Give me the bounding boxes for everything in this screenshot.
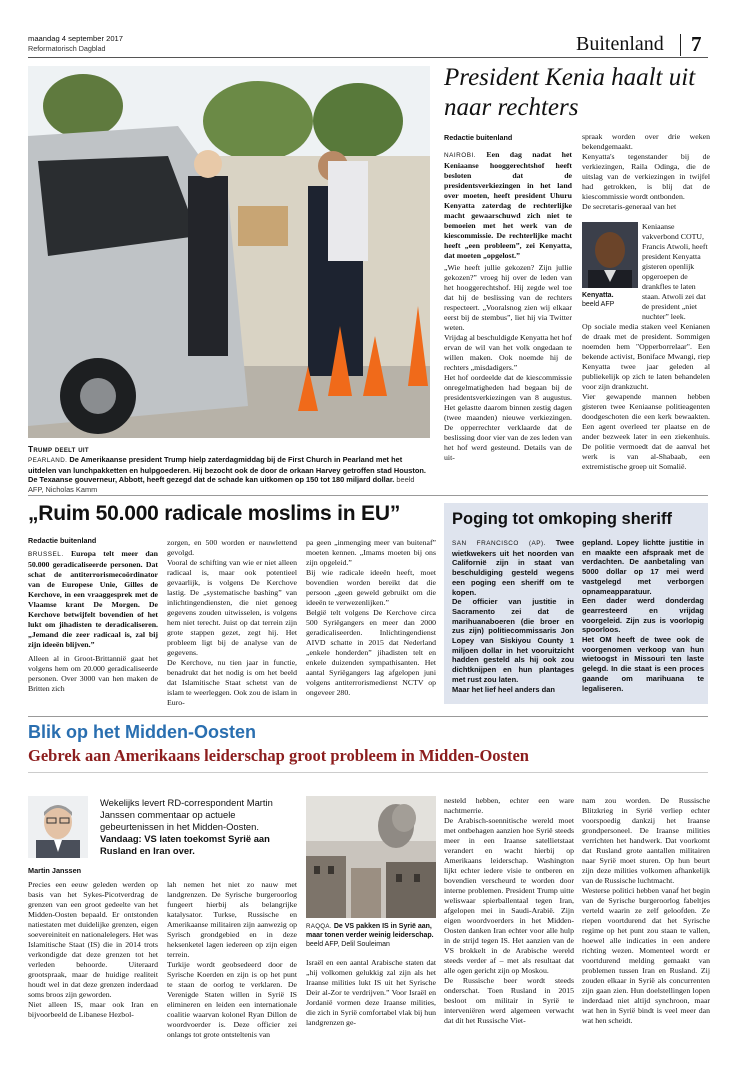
mo-kicker: Blik op het Midden-Oosten <box>28 722 256 742</box>
janssen-photo <box>28 796 88 858</box>
mo-intro <box>100 797 300 857</box>
trump-caption <box>28 455 430 494</box>
kenia-headline: President Kenia haalt uit naar rechters <box>444 64 696 121</box>
moslims-lead: Europa telt meer dan 50.000 geradicaliseerde personen. Dat schat de antiterrorismecoördinator van de Europese Unie, Gilles de Kerchove, in een vraaggesprek met de Vlaamse krant De Morgen. De Kerchove betwijfelt bovendien of het lukt om jihadisten te deradicaliseren. „Jemand die zeer radicaal is, zal bij zijn ideeën blijven.” <box>28 549 158 649</box>
moslims-headline: „Ruim 50.000 radicale moslims in EU” <box>28 502 401 525</box>
section-title: Buitenland <box>576 33 664 55</box>
masthead-date: maandag 4 september 2017 <box>28 34 123 43</box>
trump-photo <box>28 66 430 438</box>
kenia-col2-wrap: Keniaanse vakverbond COTU, Francis Atwoli, heeft president Kenyatta gisteren openlijk opgeroepen de drankfles te laten staan. Atwoli zei dat de president „niet nuchter” leek. <box>642 222 708 321</box>
kenia-col2-top: spraak worden over drie weken bekendgemaakt. Kenyatta's tegenstander bij de verkiezingen, Raila Odinga, die de uitslag van de verkiezingen in twijfel had getrokken, is blij dat de kiescommissie wordt ontbonden. De secretaris-generaal van het <box>582 132 710 211</box>
kenyatta-photo-image <box>582 222 638 288</box>
raqqa-photo-image <box>306 796 436 918</box>
mo-col3: Israël en een aantal Arabische staten dat „hij volkomen gelukkig zal zijn als het Iraanse milities lukt IS uit het Syrische Deir al-Zor te verdrijven.” Voor Israël en Jordanië vormen deze Iraanse milities, die zich in Syrië comfortabel vlak bij hun landgrenzen ge- <box>306 958 436 1027</box>
kenyatta-caption-credit: beeld AFP <box>582 300 615 308</box>
kenia-col2-bottom: Op sociale media staken veel Kenianen de draak met de president. Sommigen noemden hem "Opperborrelaar". Een bekende activist, Boniface Mwangi, riep Kenyatta twee jaar geleden al publiekelijk op zich te laten behandelen voor zijn drankzucht. Vier gewapende mannen hebben gisteren twee Keniaanse politieagenten doodgeschoten die een kerk bewaakten. Een agent overleed ter plaatse en de ander bezweek later in een ziekenhuis. De politie vermoedt dat de aanval het werk is van al-Shabaab, een extremistische groep uit Somalië. <box>582 322 710 471</box>
moslims-place: BRUSSEL. <box>28 551 64 558</box>
moslims-byline: Redactie buitenland <box>28 536 97 545</box>
mo-col2: lah nemen het niet zo nauw met landgrenzen. De Syrische burgeroorlog fungeert hierbij als belangrijke katalysator. Turkse, Russische en Amerikaanse militairen zijn aanwezig op Syrisch grondgebied en in deze heksenketel lagen iedereen op zijn eigen terrein. Turkije wordt geobsedeerd door de Syrische Koerden en zijn is op het punt te staan de oorlog te verklaren. De Verenigde Staten willen in Syrië IS elimineren en leiden een internationale coalitie waarvan kolonel Ryan Dillon de woordvoerder is. Deze officier zei onlangs tot grote ontsteltenis van <box>167 880 297 1039</box>
page-number: 7 <box>691 32 702 56</box>
trump-caption-title: Trump deelt uit <box>28 444 89 454</box>
mo-intro-text: Wekelijks levert RD-correspondent Martin Janssen commentaar op actuele gebeurtenissen in het Midden-Oosten. <box>100 797 273 832</box>
trump-caption-credit: beeld AFP, Nicholas Kamm <box>28 475 415 494</box>
moslims-col1 <box>28 549 158 694</box>
rule-top-section <box>28 495 708 496</box>
sheriff-col1-text: Twee wietkwekers uit het noorden van Californië zijn in staat van beschuldiging gesteld wegens een poging een sheriff om te kopen. De officier van justitie in Sacramento zei dat de marihuanaboeren (die broer en zus zijn) politiecommissaris Jon Lopey van Siskiyou County 1 miljoen dollar in het vooruitzicht hadden gesteld als hij ook zou dichtknijpen en hun plantages met rust zou laten. Maar het lief heel anders dan <box>452 538 574 694</box>
sheriff-col1 <box>452 538 574 694</box>
mo-col1: Precies een eeuw geleden werden op basis van het Sykes-Picotverdrag de grenzen van een groot gedeelte van het Midden-Oosten bepaald. Er ontstonden natiestaten met duidelijke grenzen, eigen soevereiniteit en nationalelegers. Het was Islamitische Staat (IS) die in 2014 trots verkondigde dat deze grenzen tot het verleden behoorde. Uiteraard grootspraak, maar de huidige realiteit houdt wel in dat deze grenzen inderdaad soms broos zijn geworden. Niet alleen IS, maar ook Iran en bijvoorbeeld de Libanese Hezbol- <box>28 880 158 1019</box>
kenia-col1 <box>444 150 572 463</box>
kenia-lead: Een dag nadat het Keniaanse hooggerechtshof heeft besloten dat de presidentsverkiezingen in het land over moeten, heeft president Uhuru Kenyatta zaterdag de rechterlijke macht gewaarschuwd zich niet te bemoeien met het werk van de kiescommissie. De rechterlijke macht heeft „een probleem”, zei Kenyatta, dat moeten „opgelost.” <box>444 150 573 260</box>
mo-col5: nam zou worden. De Russische Blitzkrieg in Syrië verliep echter voorspoedig dankzij het Iraanse grondpersoneel. De Iraanse milities verrichten het handwerk. Dat voorkomt dat Rusland grote aantallen militairen naar Syrië moet sturen. Op hun beurt zijn deze milities volkomen afhankelijk van de Russische luchtmacht. Westerse politici hebben vanaf het begin van de Syrische burgeroorlog fabeltjes verteld waarin ze zelf geloofden. Ze riepen voortdurend dat het Syrische regime op het punt zou staan te vallen, hoewel alle indicaties in een andere richting wezen. Momenteel wordt er voortdurend melding gemaakt van problemen tussen Iran en Rusland. Zij zouden elkaar in Syrië als concurrenten zijn gaan zien. Hun doelstellingen lopen inderdaad niet altijd synchroon, maar wat hen in Syrië bindt is veel meer dan wat hen scheidt. <box>582 796 710 1025</box>
masthead-rule <box>28 57 708 58</box>
kenyatta-photo-caption <box>582 292 614 309</box>
mo-col4: nesteld hebben, echter een ware nachtmerrie. De Arabisch-soennitische wereld moet met ontbehagen aanzien hoe Syrië steeds meer in een Iraanse satellietstaat verandert en wacht hierbij op Amerikaans leiderschap. Washington lijkt echter iedere visie te ontberen en bovendien verscheurd te worden door interne problemen. President Trump uitte weliswaar spierballentaal tegen Iran, afgelopen mei in Saudi-Arabië. Zijn eigen woordvoerders in het Midden-Oosten danken Iran echter voor alle hulp in de strijd tegen IS. Het aanzien van de VS brokkelt in de Arabische wereld steeds verder af – met als resultaat dat alle ogen gericht zijn op Moskou. De Russische beer wordt steeds onderschat. Toen Rusland in 2015 besloot om militair in Syrië te interveniëren werd algemeen verwacht dat dit het Russische Viet- <box>444 796 574 1025</box>
trump-photo-image <box>28 66 430 438</box>
mo-intro-bold: Vandaag: VS laten toekomst Syrië aan Rusland en Iran over. <box>100 833 270 856</box>
mo-headline-rule <box>28 772 708 773</box>
moslims-col2: zorgen, en 500 worden er nauwlettend gevolgd. Vooral de schifting van wie er niet alleen radicaal is, maar ook potentieel gevaarlijk, is volgens De Kerchove lastig. De „systematische bashing” van inlichtingendiensten, die niet genoeg gegevens zouden uitwisselen, is volgens hem niet terecht. Juist op dat terrein zijn grote stappen gezet, zegt hij. Het probleem ligt bij de analyse van de gegevens. De Kerchove, nu tien jaar in functie, benadrukt dat het nodig is om het beeld dat Islamitische Staat schetst van de islam te weerleggen. Ook zou de islam in Euro- <box>167 538 297 707</box>
masthead-paper: Reformatorisch Dagblad <box>28 44 106 53</box>
sheriff-headline: Poging tot omkoping sheriff <box>452 510 672 528</box>
sheriff-col2: gepland. Lopey lichtte justitie in en maakte een afspraak met de verdachten. De aanbetaling van 5000 dollar op 17 mei werd vastgelegd met verborgen opnameapparatuur. Een dader werd donderdag gearresteerd en vrijdag voorgeleid. Zijn zus is voorlopig spoorloos. Het OM heeft de twee ook de voorgenomen verkoop van hun wietoogst in Missouri ten laste gelegd. In die staat is een proces gaande om marihuana te legaliseren. <box>582 538 704 693</box>
raqqa-caption <box>306 922 438 949</box>
masthead-divider <box>680 34 681 56</box>
moslims-col3: pa geen „inmenging meer van buitenaf” moeten kennen. „Imams moeten bij ons zijn opgeleid.” Bij wie radicale ideeën heeft, moet bovendien worden bereikt dat die persoon „geen geweld gebruikt om die ideeën te verwezenlijken.” België telt volgens De Kerchove circa 500 Syriëgangers en meer dan 2000 geradicaliseerden. Inlichtingendienst AIVD schatte in 2015 dat Nederland „enkele honderden” jihadisten telt en enkele duizenden sympathisanten. Het aantal Syriëgangers lag afgelopen juni volgens antiterrorismedienst NCTV op ongeveer 280. <box>306 538 436 697</box>
trump-caption-text: De Amerikaanse president Trump hielp zaterdagmiddag bij de First Church in Pearland met het uitdelen van lunchpakketten en hulpgoederen. Hij bezocht ook de door de orkaan Harvey getroffen stad Houston. De Texaanse gouverneur, Abbott, heeft gezegd dat de schade kan uitkomen op 150 tot 180 miljard dollar. <box>28 455 426 485</box>
kenyatta-photo <box>582 222 638 288</box>
raqqa-caption-place: RAQQA. <box>306 923 332 930</box>
raqqa-caption-text: De VS pakken IS in Syrië aan, maar tonen verder weinig leiderschap. <box>306 923 434 939</box>
sheriff-place: SAN FRANCISCO (AP). <box>452 540 546 547</box>
moslims-col1b: Alleen al in Groot-Brittannië gaat het volgens hem om 20.000 geradicaliseerde personen. Over 3000 van hen maken de Britten zich <box>28 654 158 693</box>
janssen-photo-image <box>28 796 88 858</box>
mo-headline: Gebrek aan Amerikaans leiderschap groot probleem in Midden-Oosten <box>28 746 529 765</box>
kenia-place: NAIROBI. <box>444 152 477 159</box>
kenia-byline: Redactie buitenland <box>444 133 513 142</box>
kenyatta-caption-name: Kenyatta. <box>582 292 614 299</box>
rule-mid-section <box>28 716 708 717</box>
kenia-col1-body: „Wie heeft jullie gekozen? Zijn jullie gekozen?” vroeg hij over de leden van het hooggerechtshof. Hij zegde wel toe dat hij de beslissing van de rechters respecteert. „Vooralsnog zien wij elkaar eerst bij de stembus”, liet hij via Twitter weten. Vrijdag al beschuldigde Kenyatta het hof ervan de wil van het volk ongedaan te willen maken. Ook noemde hij de rechters „misdadigers.” Het hof oordeelde dat de kiescommissie onregelmatigheden had begaan bij de presidentsverkiezingen van 8 augustus. Het gelastte daarom binnen zestig dagen (twee maanden) nieuwe verkiezingen. De opperrechter verklaarde dat de beslissing door vier van de zes leden van het hof werd gesteund. Details van de uit- <box>444 263 572 462</box>
raqqa-photo <box>306 796 436 918</box>
trump-caption-place: PEARLAND. <box>28 457 68 464</box>
mo-author: Martin Janssen <box>28 866 82 875</box>
raqqa-caption-credit: beeld AFP, Delil Souleiman <box>306 941 390 948</box>
